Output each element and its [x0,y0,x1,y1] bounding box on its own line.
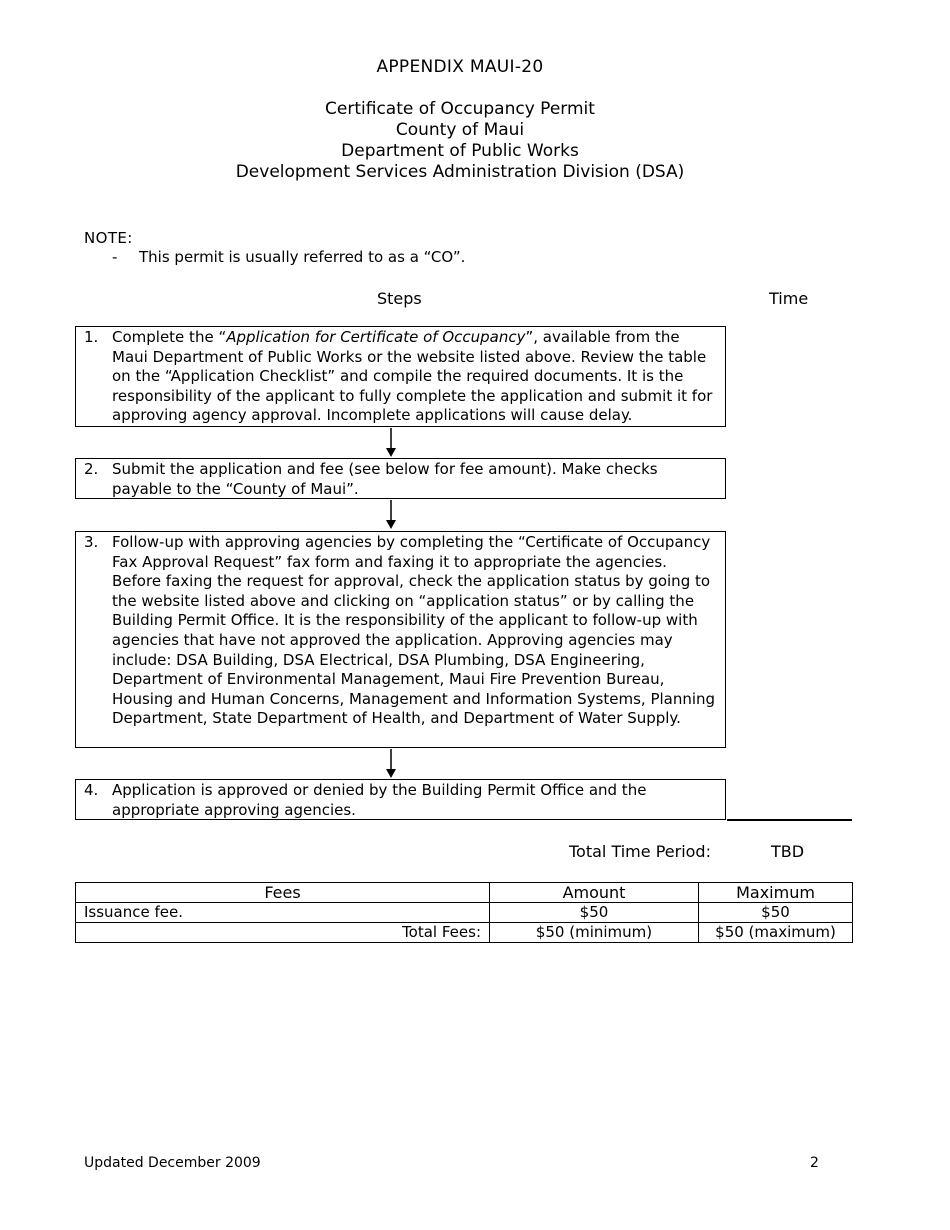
maximum-header: Maximum [699,883,853,903]
step-box-1 [75,326,726,427]
step-number: 1. [84,328,99,346]
table-row [76,903,853,923]
step-text: Application is approved or denied by the Building Permit Office and the appropriate approving agencies. [112,781,647,819]
note-item [112,248,465,266]
total-time-label: Total Time Period: [569,842,711,861]
fee-name: Issuance fee. [76,903,490,923]
time-column-heading: Time [769,289,809,308]
total-time-value: TBD [771,842,805,861]
document-heading [0,99,920,183]
fees-header: Fees [76,883,490,903]
amount-header: Amount [490,883,699,903]
heading-line-department: Department of Public Works [341,141,579,161]
arrow-down-icon [385,500,397,530]
arrow-down-icon [385,428,397,458]
table-row-total [76,923,853,943]
appendix-title: APPENDIX MAUI-20 [376,57,544,77]
total-fees-amount: $50 (minimum) [490,923,699,943]
step-text-post: ”, available from the Maui Department of Public Works or the website listed above. Review the table on the “Application Checklist” and compile the required documents. It is the responsibility of the applicant to fully complete the application and submit it for approving agency approval. Incomplete applications will cause delay. [112,328,713,425]
step-box-4 [75,779,726,820]
fee-maximum: $50 [699,903,853,923]
step-box-3 [75,531,726,748]
step-number: 2. [84,460,99,478]
time-total-rule [727,819,852,821]
note-text: This permit is usually referred to as a “CO”. [139,248,466,266]
heading-line-permit: Certificate of Occupancy Permit [325,99,595,119]
step-text: Follow-up with approving agencies by completing the “Certificate of Occupancy Fax Approval Request” fax form and faxing it to appropriate the agencies. Before faxing the request for approval, check the application status by going to the website listed above and clicking on “application status” or by calling the Building Permit Office. It is the responsibility of the applicant to follow-up with agencies that have not approved the application. Approving agencies may include: DSA Building, DSA Electrical, DSA Plumbing, DSA Engineering, Department of Environmental Management, Maui Fire Prevention Bureau, Housing and Human Concerns, Management and Information Systems, Planning Department, State Department of Health, and Department of Water Supply. [112,533,716,728]
total-fees-label: Total Fees: [76,923,490,943]
fees-table [75,882,853,943]
note-label: NOTE: [84,229,133,247]
note-bullet: - [112,248,118,266]
application-form-name: Application for Certificate of Occupancy [226,328,526,346]
step-box-2 [75,458,726,499]
heading-line-county: County of Maui [395,120,525,140]
arrow-down-icon [385,749,397,779]
step-text [112,328,717,426]
step-number: 4. [84,781,99,799]
updated-date: Updated December 2009 [84,1155,261,1171]
step-text: Submit the application and fee (see below for fee amount). Make checks payable to the “County of Maui”. [112,460,658,498]
total-fees-maximum: $50 (maximum) [699,923,853,943]
step-number: 3. [84,533,99,551]
page-number: 2 [810,1155,819,1171]
fee-amount: $50 [490,903,699,923]
steps-column-heading: Steps [377,289,422,308]
fees-table-header [76,883,853,903]
heading-line-division: Development Services Administration Division (DSA) [235,162,685,182]
step-text-pre: Complete the “ [112,328,227,346]
